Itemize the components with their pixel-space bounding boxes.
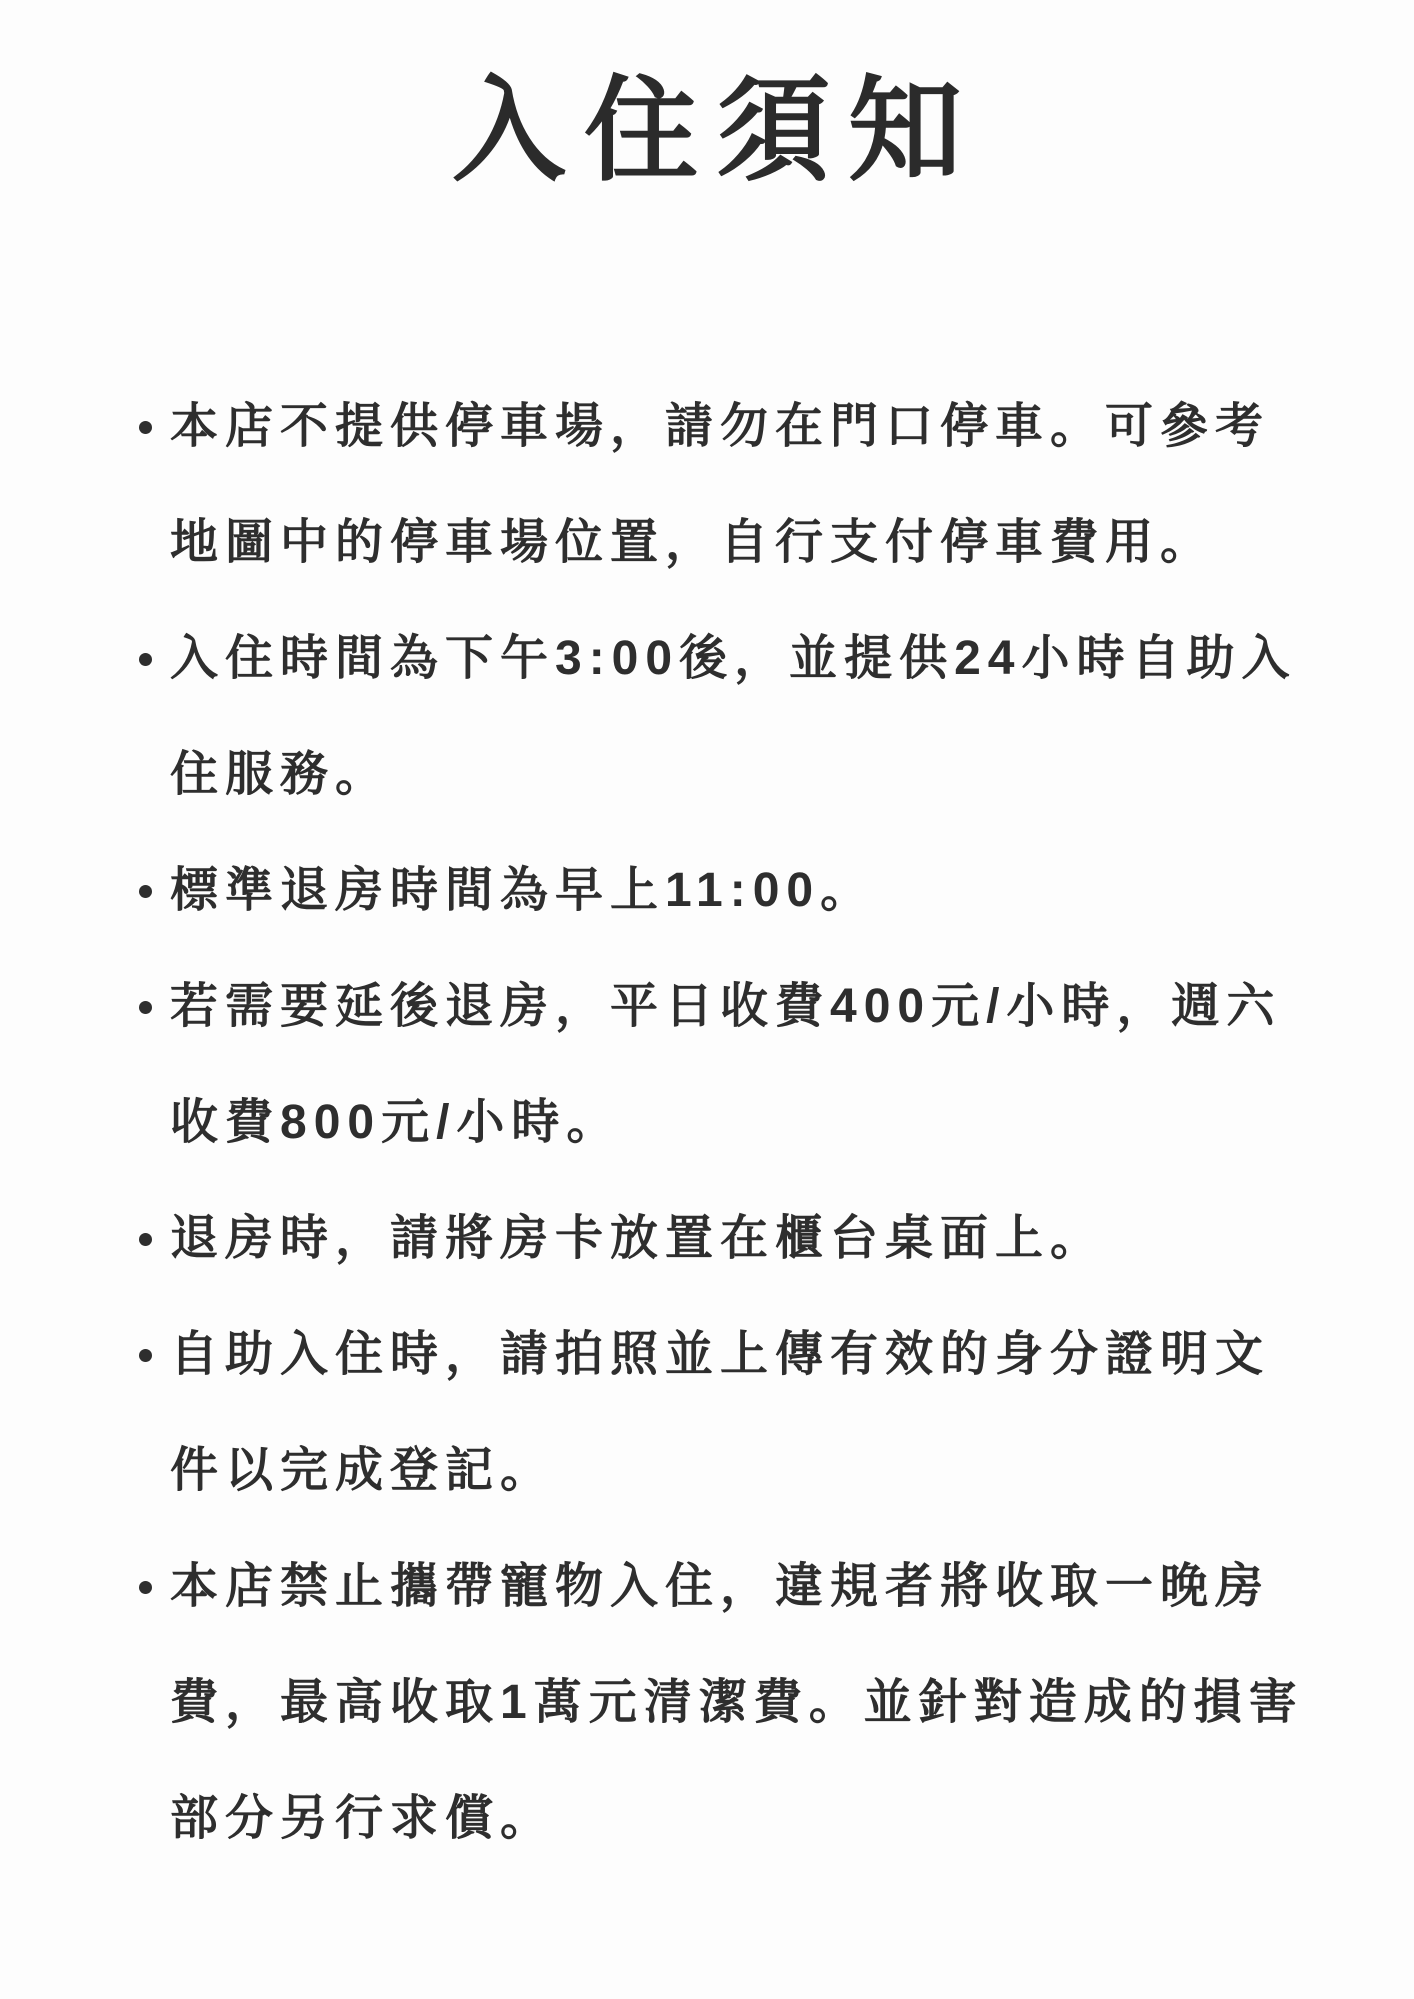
notice-text: 標準退房時間為早上11:00。 <box>170 864 876 918</box>
notice-text: 退房時，請將房卡放置在櫃台桌面上。 <box>170 1212 1106 1266</box>
bullet-icon <box>139 1349 152 1362</box>
list-item-room-card <box>170 1181 1320 1297</box>
notice-text: 入住時間為下午3:00後，並提供24小時自助入住服務。 <box>170 632 1297 802</box>
list-item-checkin-time <box>170 601 1320 833</box>
bullet-icon <box>139 653 152 666</box>
bullet-icon <box>139 421 152 434</box>
list-item-checkout-time <box>170 833 1320 949</box>
list-item-late-checkout-fee <box>170 949 1320 1181</box>
notice-text: 自助入住時，請拍照並上傳有效的身分證明文件以完成登記。 <box>170 1328 1271 1498</box>
bullet-icon <box>139 885 152 898</box>
list-item-no-pets <box>170 1529 1320 1877</box>
list-item-id-upload <box>170 1297 1320 1529</box>
page-title: 入住須知 <box>451 68 980 195</box>
notice-text: 本店不提供停車場，請勿在門口停車。可參考地圖中的停車場位置，自行支付停車費用。 <box>170 400 1271 570</box>
bullet-icon <box>139 1581 152 1594</box>
list-item-parking <box>170 369 1320 601</box>
bullet-icon <box>139 1233 152 1246</box>
notice-list <box>0 369 1414 1877</box>
bullet-icon <box>139 1001 152 1014</box>
notice-text: 本店禁止攜帶寵物入住，違規者將收取一晚房費，最高收取1萬元清潔費。並針對造成的損害部分另行求償。 <box>170 1560 1304 1846</box>
notice-text: 若需要延後退房，平日收費400元/小時，週六收費800元/小時。 <box>170 980 1282 1150</box>
